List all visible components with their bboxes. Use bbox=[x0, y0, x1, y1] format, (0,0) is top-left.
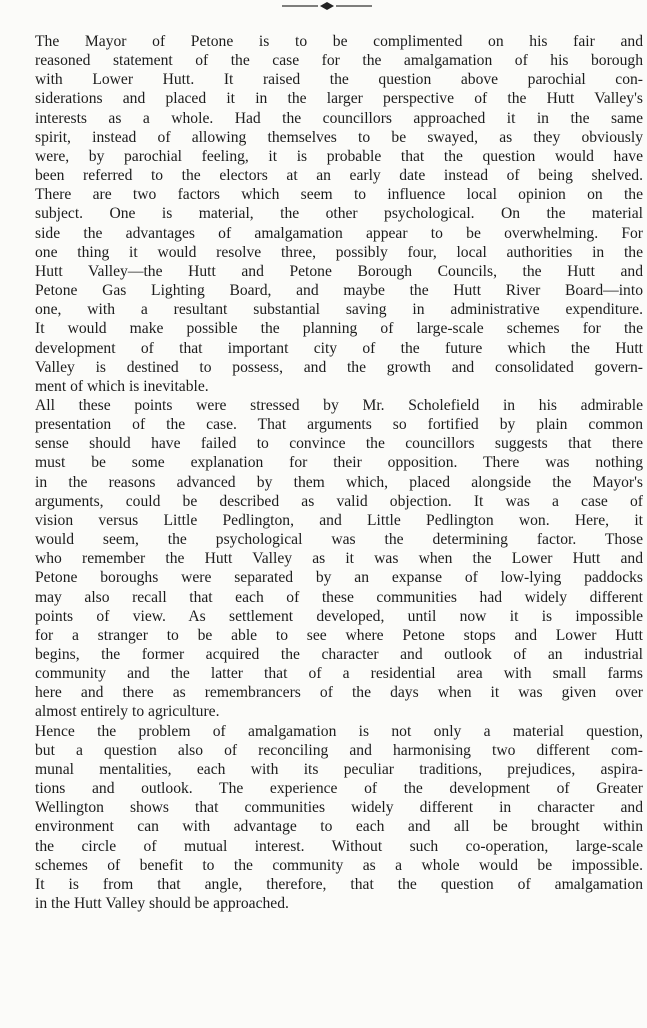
text-line: one thing it would resolve three, possibly four, local authorities in the bbox=[35, 243, 643, 261]
paragraph-1 bbox=[5, 32, 643, 396]
text-line: Hence the problem of amalgamation is not only a material question, bbox=[35, 722, 643, 740]
text-line: arguments, could be described as valid objection. It was a case of bbox=[35, 492, 643, 510]
text-line: vision versus Little Pedlington, and Little Pedlington won. Here, it bbox=[35, 511, 643, 529]
text-line: All these points were stressed by Mr. Scholefield in his admirable bbox=[35, 396, 643, 414]
text-line: were, by parochial feeling, it is probable that the question would have bbox=[35, 147, 643, 165]
text-line: There are two factors which seem to influence local opinion on the bbox=[35, 186, 643, 204]
text-line: It would make possible the planning of large-scale schemes for the bbox=[35, 320, 643, 338]
text-line: one, with a resultant substantial saving in administrative expenditure. bbox=[35, 301, 643, 319]
text-line: almost entirely to agriculture. bbox=[35, 703, 220, 721]
text-line: Valley is destined to possess, and the growth and consolidated govern- bbox=[35, 358, 643, 376]
paragraph-2 bbox=[5, 396, 643, 722]
text-line: in the reasons advanced by them which, placed alongside the Mayor's bbox=[35, 473, 643, 491]
text-line: the circle of mutual interest. Without such co-operation, large-scale bbox=[35, 837, 643, 855]
text-line: Petone Gas Lighting Board, and maybe the Hutt River Board—into bbox=[35, 282, 643, 300]
text-line: must be some explanation for their opposition. There was nothing bbox=[35, 454, 643, 472]
editorial-article bbox=[5, 32, 643, 913]
text-line: Petone boroughs were separated by an expanse of low-lying paddocks bbox=[35, 569, 643, 587]
text-line: sense should have failed to convince the councillors suggests that there bbox=[35, 435, 643, 453]
text-line: ment of which is inevitable. bbox=[35, 377, 209, 395]
text-line: subject. One is material, the other psychological. On the material bbox=[35, 205, 643, 223]
text-line: for a stranger to be able to see where Petone stops and Lower Hutt bbox=[35, 626, 643, 644]
text-line: been referred to the electors at an early date instead of being shelved. bbox=[35, 167, 643, 185]
text-line: points of view. As settlement developed, until now it is impossible bbox=[35, 607, 643, 625]
text-line: tions and outlook. The experience of the development of Greater bbox=[35, 780, 643, 798]
text-line: munal mentalities, each with its peculiar traditions, prejudices, aspira- bbox=[35, 760, 643, 778]
text-line: would seem, the psychological was the determining factor. Those bbox=[35, 531, 643, 549]
text-line: in the Hutt Valley should be approached. bbox=[35, 895, 289, 913]
text-line: siderations and placed it in the larger perspective of the Hutt Valley's bbox=[35, 90, 643, 108]
paragraph-3 bbox=[5, 722, 643, 914]
text-line: who remember the Hutt Valley as it was when the Lower Hutt and bbox=[35, 550, 643, 568]
text-line: but a question also of reconciling and harmonising two different com- bbox=[35, 741, 643, 759]
text-line: interests as a whole. Had the councillors approached it in the same bbox=[35, 109, 643, 127]
text-line: It is from that angle, therefore, that the question of amalgamation bbox=[35, 875, 643, 893]
text-line: here and there as remembrancers of the days when it was given over bbox=[35, 684, 643, 702]
text-line: development of that important city of the future which the Hutt bbox=[35, 339, 643, 357]
text-line: reasoned statement of the case for the amalgamation of his borough bbox=[35, 52, 643, 70]
text-line: spirit, instead of allowing themselves to be swayed, as they obviously bbox=[35, 128, 643, 146]
divider-ornament bbox=[282, 1, 372, 11]
text-line: begins, the former acquired the character and outlook of an industrial bbox=[35, 646, 643, 663]
text-line: community and the latter that of a residential area with small farms bbox=[35, 665, 643, 683]
text-line: environment can with advantage to each and all be brought within bbox=[35, 818, 643, 836]
text-line: Wellington shows that communities widely different in character and bbox=[35, 799, 643, 817]
text-line: with Lower Hutt. It raised the question above parochial con- bbox=[35, 71, 643, 89]
text-line: schemes of benefit to the community as a whole would be impossible. bbox=[35, 856, 643, 874]
text-line: may also recall that each of these communities had widely different bbox=[35, 588, 643, 606]
text-line: presentation of the case. That arguments so fortified by plain common bbox=[35, 416, 643, 434]
text-line: Hutt Valley—the Hutt and Petone Borough Councils, the Hutt and bbox=[35, 262, 643, 280]
text-line: The Mayor of Petone is to be complimented on his fair and bbox=[35, 33, 643, 50]
text-line: side the advantages of amalgamation appear to be overwhelming. For bbox=[35, 224, 643, 242]
